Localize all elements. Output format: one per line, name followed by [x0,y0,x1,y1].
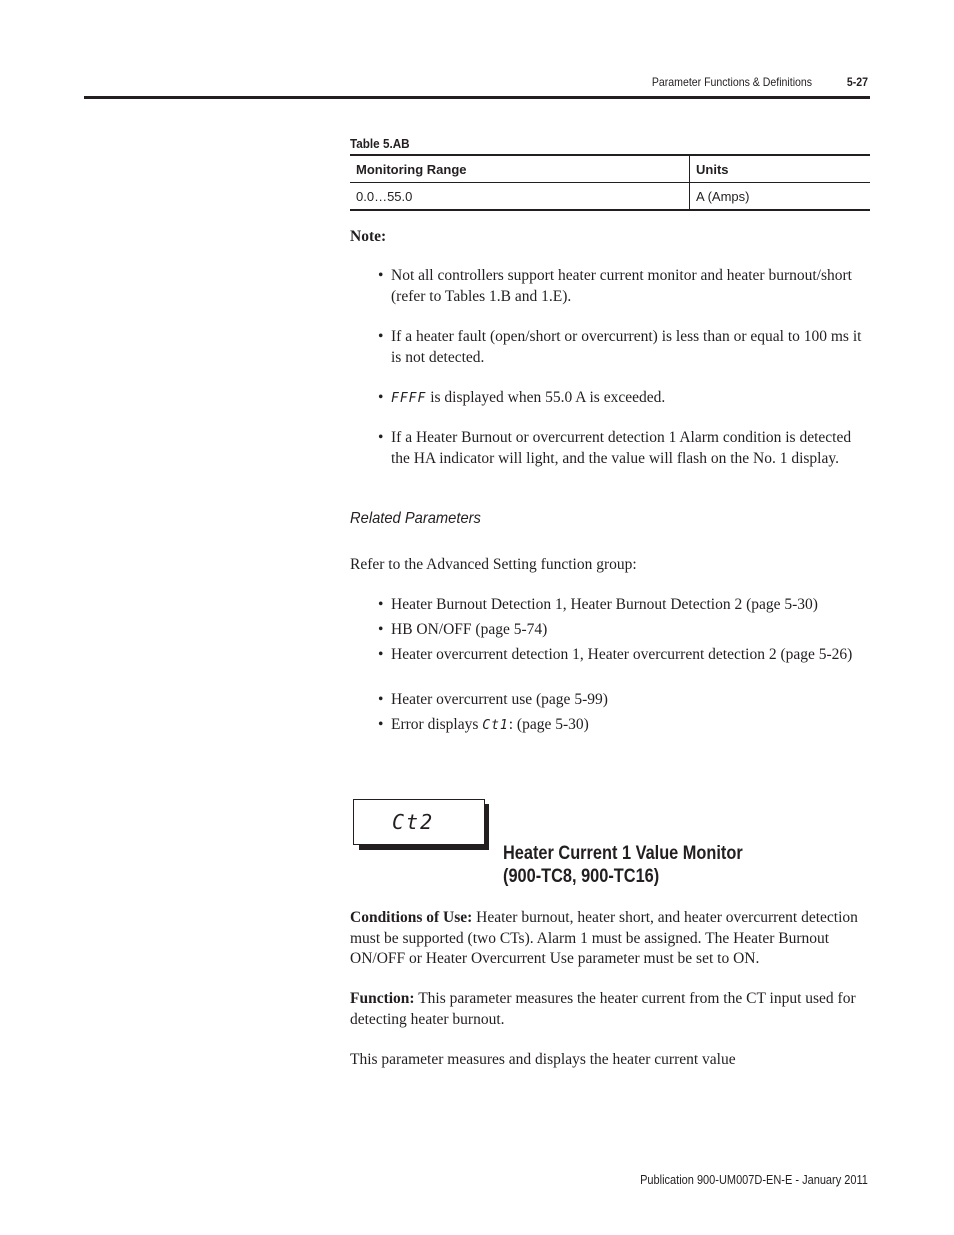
monitoring-range-table [350,154,870,211]
bullet-text-rest: is displayed when 55.0 A is exceeded. [426,389,666,406]
bullet-text: If a Heater Burnout or overcurrent detection 1 Alarm condition is detected the HA indicator will light, and the value will flash on the No. 1 display. [391,429,852,467]
segment-display-code: FFFF [391,391,427,406]
bullet-text-prefix: Error displays [391,716,483,733]
table-header-row [350,155,870,183]
related-intro: Refer to the Advanced Setting function group: [350,556,637,573]
table-cell: 0.0…55.0 [350,183,690,211]
conditions-text: Heater burnout, heater short, and heater overcurrent detection must be supported (two CTs). Alarm 1 must be assigned. The Heater Burnout ON/OFF or Heater Overcurrent Use parameter must be set to ON. [350,909,858,967]
bullet-text: Not all controllers support heater current monitor and heater burnout/short (refer to Tables 1.B and 1.E). [391,267,852,305]
bullet-dot: • [378,596,384,613]
closing-paragraph: This parameter measures and displays the heater current value [350,1051,736,1068]
header-rule [84,96,870,99]
table-caption: Table 5.AB [350,136,410,151]
bullet-dot: • [378,328,384,345]
segment-display-code: Ct1 [482,718,509,733]
conditions-label: Conditions of Use: [350,909,473,926]
related-bullet [378,715,870,737]
function-paragraph [350,989,870,1030]
running-header-title: Parameter Functions & Definitions [651,75,812,89]
bullet-dot: • [378,429,384,446]
bullet-text: If a heater fault (open/short or overcurrent) is less than or equal to 100 ms it is not detected. [391,328,862,366]
parameter-display-code: Ct2 [392,810,435,834]
page-number: 5-27 [846,75,868,89]
function-label: Function: [350,990,415,1007]
bullet-dot: • [378,691,384,708]
conditions-of-use-paragraph [350,908,870,970]
section-title-line1: Heater Current 1 Value Monitor [503,843,743,864]
table-header-cell: Monitoring Range [350,155,690,183]
note-bullet [378,428,870,469]
bullet-text: Heater Burnout Detection 1, Heater Burnout Detection 2 (page 5-30) [391,596,818,613]
bullet-text: Heater overcurrent use (page 5-99) [391,691,608,708]
note-bullet [378,266,870,307]
note-label: Note: [350,228,387,245]
bullet-text [391,715,870,737]
bullet-text: HB ON/OFF (page 5-74) [391,621,548,638]
function-text: This parameter measures the heater current from the CT input used for detecting heater burnout. [350,990,856,1028]
note-bullet [378,388,870,410]
section-title [503,842,813,888]
related-bullet [378,620,870,641]
related-bullet [378,645,870,666]
bullet-text [391,388,870,410]
table-header-cell: Units [690,155,871,183]
bullet-dot: • [378,621,384,638]
related-bullet [378,690,870,711]
bullet-dot: • [378,716,384,733]
note-bullet [378,327,870,368]
related-parameters-heading: Related Parameters [350,510,481,527]
table-cell: A (Amps) [690,183,871,211]
bullet-dot: • [378,389,384,406]
related-bullet [378,595,870,616]
bullet-dot: • [378,646,384,663]
bullet-text-suffix: : (page 5-30) [508,716,589,733]
bullet-text: Heater overcurrent detection 1, Heater overcurrent detection 2 (page 5-26) [391,646,853,663]
bullet-dot: • [378,267,384,284]
section-title-line2: (900-TC8, 900-TC16) [503,866,660,887]
table-row [350,183,870,211]
publication-footer: Publication 900-UM007D-EN-E - January 2011 [640,1173,868,1187]
